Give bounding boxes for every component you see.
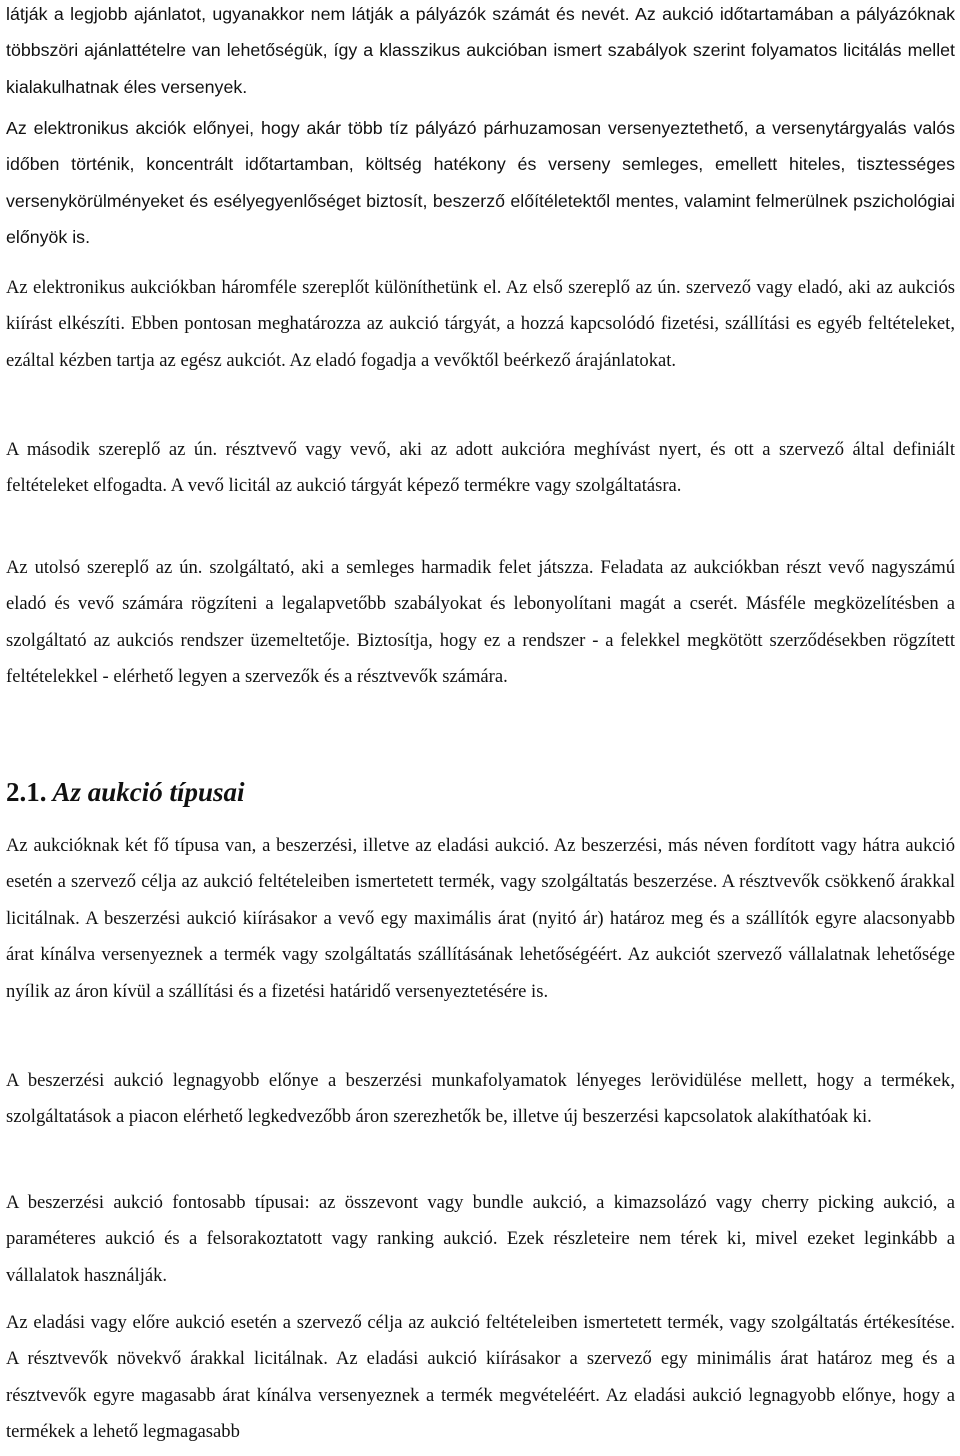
section-number: 2.1. bbox=[6, 777, 47, 807]
paragraph-last-participant: Az utolsó szereplő az ún. szolgáltató, aki a semleges harmadik felet játszza. Feladata az aukciókban részt vevő nagyszámú eladó és vevő számára rögzíteni a legalapvetőbb szabályokat és lebonyolítani magát a cserét. Másféle megközelítésben a szolgáltató az aukciós rendszer üzemeltetője. Biztosítja, hogy ez a rendszer - a felekkel megkötött szerződésekben rögzített feltételekkel - elérhető legyen a szervezők és a résztvevők számára. bbox=[6, 557, 955, 688]
paragraph-procurement-advantage: A beszerzési aukció legnagyobb előnye a beszerzési munkafolyamatok lényeges lerövidülése mellett, hogy a termékek, szolgáltatások a piacon elérhető legkedvezőbb áron szerezhetők be, illetve új beszerzési kapcsolatok alakíthatóak ki. bbox=[6, 1070, 955, 1128]
section-title: Az aukció típusai bbox=[52, 777, 245, 807]
section-heading bbox=[6, 772, 245, 812]
paragraph-selling-auction: Az eladási vagy előre aukció esetén a szervező célja az aukció feltételeiben ismertetett termék, vagy szolgáltatás értékesítése. A résztvevők növekvő árakkal licitálnak. Az eladási aukció kiírásakor a szervező egy minimális árat határoz meg és a résztvevők egyre magasabb árat kínálva versenyeznek a termék megvételéért. Az eladási aukció legnagyobb előnye, hogy a termékek a lehető legmagasabb bbox=[6, 1312, 955, 1443]
paragraph-electronic-auction-advantages: Az elektronikus akciók előnyei, hogy akár több tíz pályázó párhuzamosan versenyeztethető, a versenytárgyalás valós időben történik, koncentrált időtartamban, költség hatékony és verseny semleges, emellett hiteles, tisztességes versenykörülményeket és esélyegyenlőséget biztosít, beszerző előítéletektől mentes, valamint felmerülnek pszichológiai előnyök is. bbox=[6, 118, 955, 248]
paragraph-second-participant: A második szereplő az ún. résztvevő vagy vevő, aki az adott aukcióra meghívást nyert, és ott a szervező által definiált feltételeket elfogadta. A vevő licitál az aukció tárgyát képező termékre vagy szolgáltatásra. bbox=[6, 439, 955, 497]
paragraph-three-participants: Az elektronikus aukciókban háromféle szereplőt különíthetünk el. Az első szereplő az ún. szervező vagy eladó, aki az aukciós kiírást elkészíti. Ebben pontosan meghatározza az aukció tárgyát, a hozzá kapcsolódó fizetési, szállítási es egyéb feltételeket, ezáltal kézben tartja az egész aukciót. Az eladó fogadja a vevőktől beérkező árajánlatokat. bbox=[6, 277, 955, 371]
paragraph-auction-types: Az aukcióknak két fő típusa van, a beszerzési, illetve az eladási aukció. Az beszerzési, más néven fordított vagy hátra aukció esetén a szervező célja az aukció feltételeiben ismertetett termék, vagy szolgáltatás beszerzése. A résztvevők csökkenő árakkal licitálnak. A beszerzési aukció kiírásakor a vevő egy maximális árat (nyitó ár) határoz meg és a szállítók egyre alacsonyabb árat kínálva versenyeznek a termék vagy szolgáltatás szállításának lehetőségéért. Az aukciót szervező vállalatnak lehetősége nyílik az áron kívül a szállítási és a fizetési határidő versenyeztetésére is. bbox=[6, 835, 955, 1002]
paragraph-procurement-types: A beszerzési aukció fontosabb típusai: az összevont vagy bundle aukció, a kimazsolázó vagy cherry picking aukció, a paraméteres aukció és a felsorakoztatott vagy ranking aukció. Ezek részleteire nem térek ki, mivel ezeket leginkább a vállalatok használják. bbox=[6, 1192, 955, 1286]
paragraph-auction-visibility: látják a legjobb ajánlatot, ugyanakkor nem látják a pályázók számát és nevét. Az aukció időtartamában a pályázóknak többszöri ajánlattételre van lehetőségük, így a klasszikus aukcióban ismert szabályok szerint folyamatos licitálás mellet kialakulhatnak éles versenyek. bbox=[6, 4, 955, 97]
